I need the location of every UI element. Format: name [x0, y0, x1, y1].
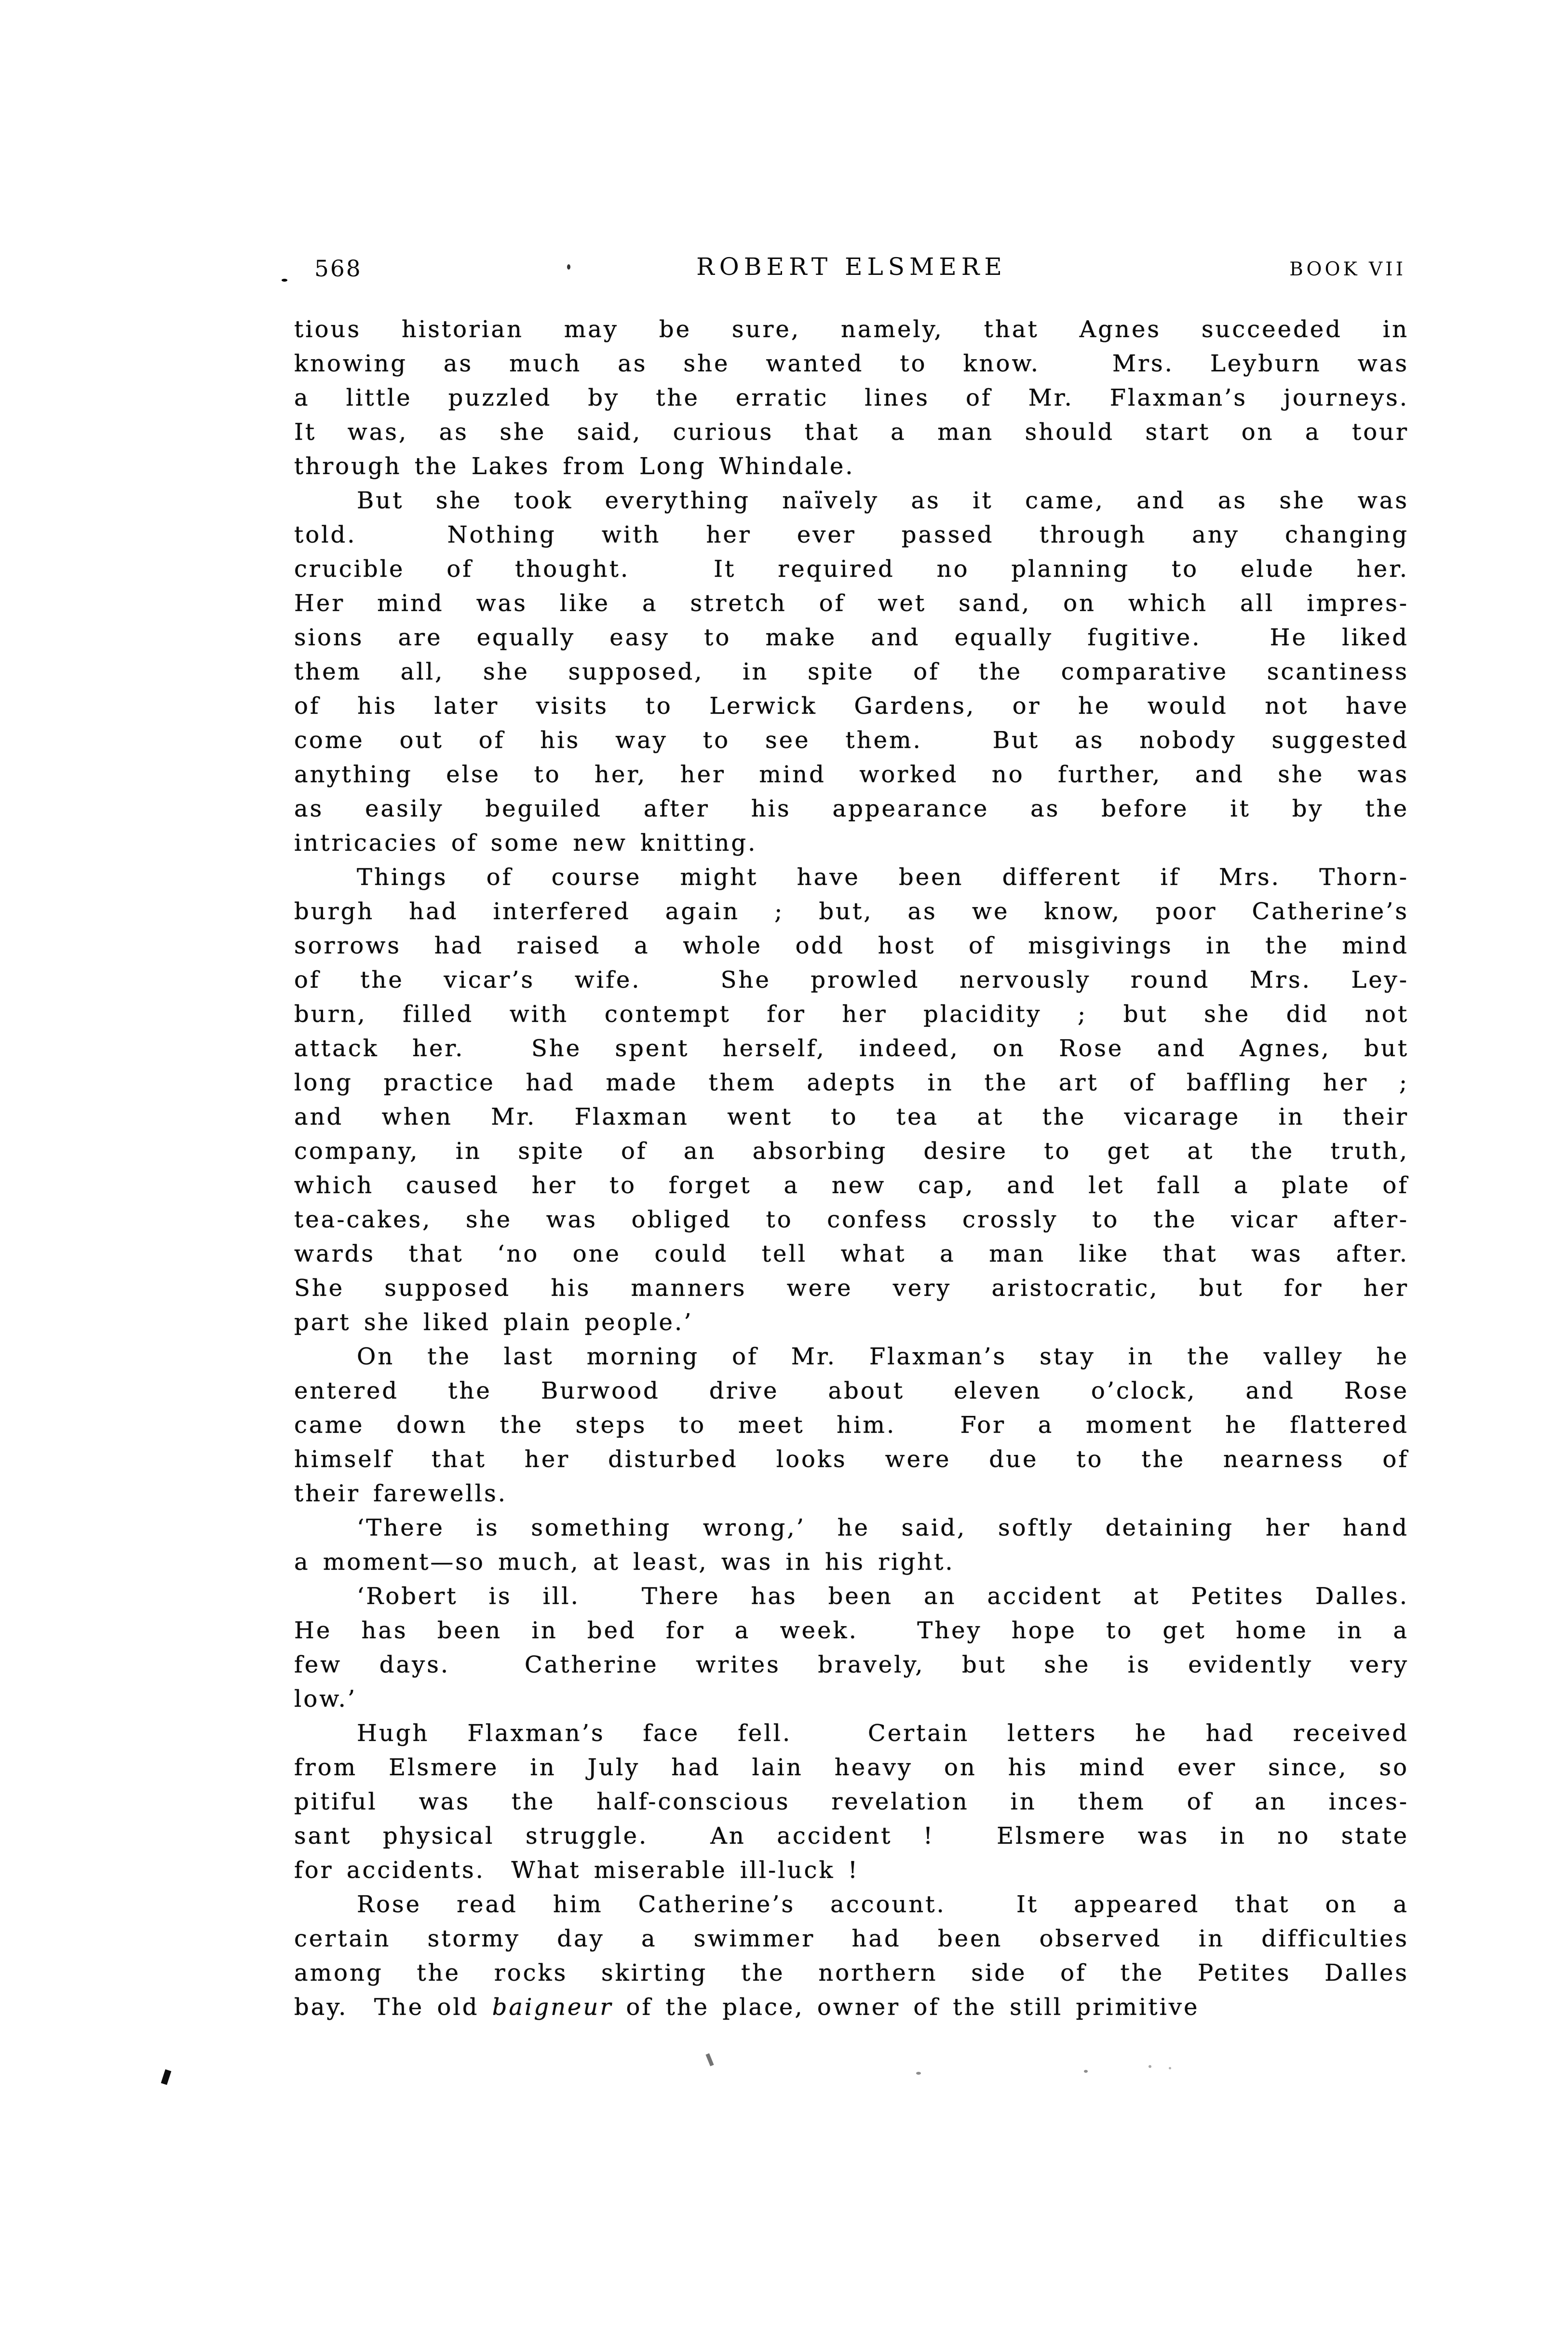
- text-line: tea-cakes, she was obliged to confess crossly to the vicar after-: [294, 1206, 1409, 1233]
- scan-artifact: [1084, 2070, 1088, 2073]
- running-title: ROBERT ELSMERE: [696, 253, 1007, 281]
- scan-artifact: [1169, 2067, 1171, 2069]
- text-line: ‘There is something wrong,’ he said, softly detaining her hand: [357, 1514, 1409, 1541]
- text-line: sant physical struggle. An accident ! Elsmere was in no state: [294, 1822, 1409, 1849]
- text-line: pitiful was the half-conscious revelation in them of an inces-: [294, 1788, 1409, 1815]
- text-line: their farewells.: [294, 1480, 507, 1507]
- text-line: On the last morning of Mr. Flaxman’s stay in the valley he: [357, 1343, 1409, 1370]
- text-line: them all, she supposed, in spite of the comparative scantiness: [294, 658, 1409, 685]
- page-number: 568: [314, 256, 362, 282]
- text-line: ‘Robert is ill. There has been an accident at Petites Dalles.: [357, 1583, 1409, 1610]
- text-line: come out of his way to see them. But as nobody suggested: [294, 727, 1409, 754]
- scan-artifact: [161, 2069, 172, 2085]
- text-line: intricacies of some new knitting.: [294, 829, 757, 857]
- text-line: of the vicar’s wife. She prowled nervously round Mrs. Ley-: [294, 966, 1409, 993]
- paragraph: [294, 313, 1409, 484]
- text-line: company, in spite of an absorbing desire to get at the truth,: [294, 1138, 1409, 1165]
- text-line: It was, as she said, curious that a man should start on a tour: [294, 419, 1409, 446]
- text-line: a little puzzled by the erratic lines of Mr. Flaxman’s journeys.: [294, 384, 1409, 411]
- text-line: Rose read him Catherine’s account. It appeared that on a: [357, 1891, 1409, 1918]
- paragraph: [294, 1340, 1409, 1511]
- text-line: burn, filled with contempt for her placidity ; but she did not: [294, 1001, 1409, 1028]
- text-line: Her mind was like a stretch of wet sand, on which all impres-: [294, 590, 1409, 617]
- text-line: [294, 1990, 1409, 2025]
- text-line: through the Lakes from Long Whindale.: [294, 453, 855, 480]
- scan-artifact: [1149, 2065, 1151, 2068]
- text-line: part she liked plain people.’: [294, 1309, 693, 1336]
- scan-artifact: [282, 279, 287, 282]
- text-line: few days. Catherine writes bravely, but she is evidently very: [294, 1651, 1409, 1678]
- running-header: [294, 253, 1409, 286]
- text-line: He has been in bed for a week. They hope to get home in a: [294, 1617, 1409, 1644]
- text-line: tious historian may be sure, namely, that Agnes succeeded in: [294, 316, 1409, 343]
- text-segment: of the place, owner of the still primitive: [613, 1994, 1200, 2021]
- text-line: attack her. She spent herself, indeed, on Rose and Agnes, but: [294, 1035, 1409, 1062]
- text-line: wards that ‘no one could tell what a man like that was after.: [294, 1240, 1409, 1267]
- scan-artifact: [567, 264, 570, 270]
- text-line: told. Nothing with her ever passed through any changing: [294, 521, 1409, 548]
- text-line: low.’: [294, 1686, 357, 1713]
- text-line: crucible of thought. It required no planning to elude her.: [294, 556, 1409, 583]
- scan-artifact: [916, 2072, 921, 2075]
- page-body: [294, 313, 1409, 2025]
- text-line: certain stormy day a swimmer had been observed in difficulties: [294, 1925, 1409, 1952]
- paragraph: [294, 1511, 1409, 1579]
- text-line: himself that her disturbed looks were due to the nearness of: [294, 1446, 1409, 1473]
- text-line: long practice had made them adepts in the art of baffling her ;: [294, 1069, 1409, 1096]
- text-line: for accidents. What miserable ill-luck !: [294, 1857, 860, 1884]
- text-line: She supposed his manners were very aristocratic, but for her: [294, 1275, 1409, 1302]
- text-line: among the rocks skirting the northern side of the Petites Dalles: [294, 1959, 1409, 1986]
- text-line: entered the Burwood drive about eleven o’clock, and Rose: [294, 1377, 1409, 1404]
- text-segment: bay. The old: [294, 1994, 492, 2021]
- text-line: as easily beguiled after his appearance as before it by the: [294, 795, 1409, 822]
- italic-text: baigneur: [492, 1994, 613, 2021]
- text-line: and when Mr. Flaxman went to tea at the vicarage in their: [294, 1103, 1409, 1130]
- text-line: But she took everything naïvely as it came, and as she was: [357, 487, 1409, 514]
- text-line: knowing as much as she wanted to know. Mrs. Leyburn was: [294, 350, 1409, 377]
- paragraph: [294, 1888, 1409, 2025]
- text-line: sorrows had raised a whole odd host of misgivings in the mind: [294, 932, 1409, 959]
- text-line: burgh had interfered again ; but, as we know, poor Catherine’s: [294, 898, 1409, 925]
- text-line: from Elsmere in July had lain heavy on his mind ever since, so: [294, 1754, 1409, 1781]
- text-line: Hugh Flaxman’s face fell. Certain letters he had received: [357, 1720, 1409, 1747]
- text-line: anything else to her, her mind worked no further, and she was: [294, 761, 1409, 788]
- text-line: which caused her to forget a new cap, and let fall a plate of: [294, 1172, 1409, 1199]
- text-line: Things of course might have been different if Mrs. Thorn-: [357, 864, 1409, 891]
- book-label: BOOK VII: [1289, 258, 1406, 280]
- text-line: sions are equally easy to make and equally fugitive. He liked: [294, 624, 1409, 651]
- paragraph: [294, 484, 1409, 860]
- scan-artifact: [705, 2053, 714, 2066]
- paragraph: [294, 1579, 1409, 1716]
- text-line: came down the steps to meet him. For a moment he flattered: [294, 1412, 1409, 1439]
- text-line: of his later visits to Lerwick Gardens, or he would not have: [294, 693, 1409, 720]
- paragraph: [294, 860, 1409, 1340]
- text-line: a moment—so much, at least, was in his right.: [294, 1549, 955, 1576]
- paragraph: [294, 1716, 1409, 1888]
